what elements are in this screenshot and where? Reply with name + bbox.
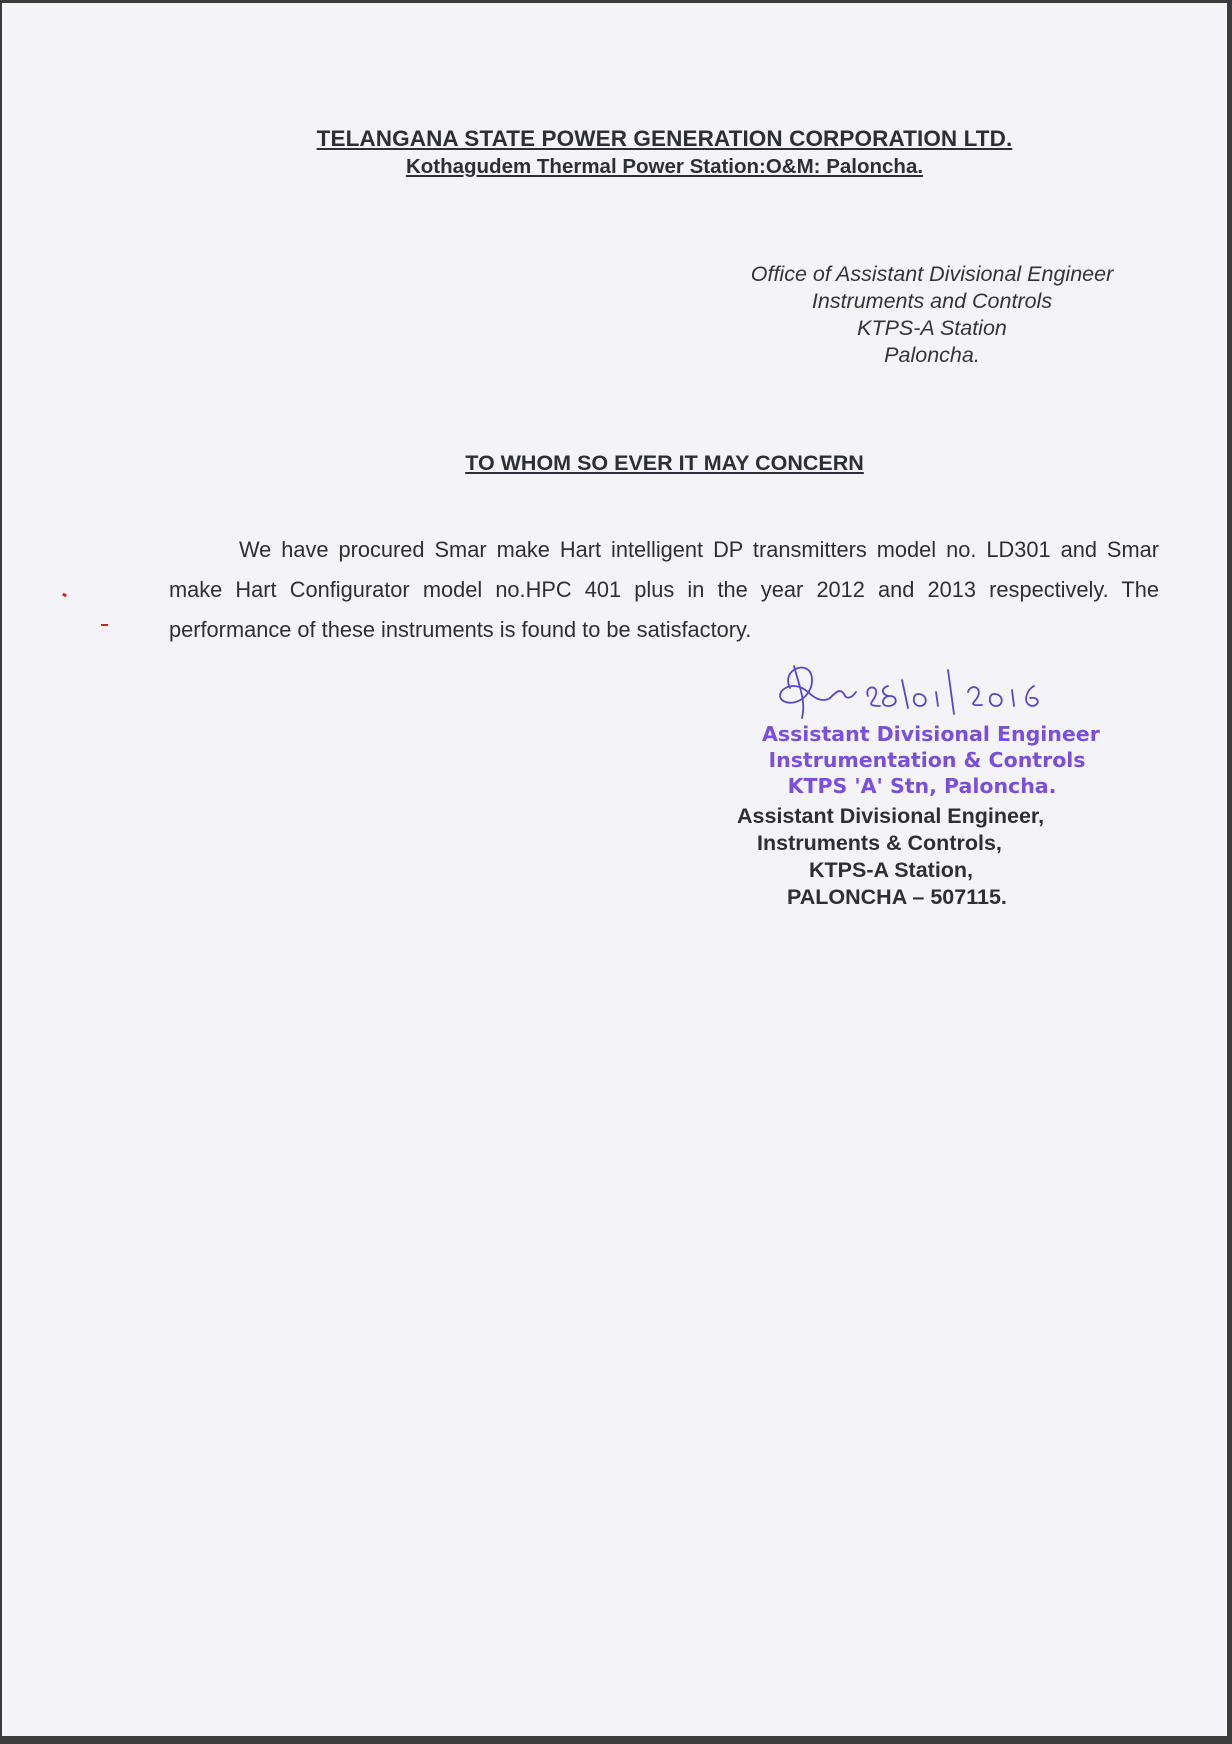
letter-body [169,530,1159,650]
office-line: Instruments and Controls [811,289,1053,313]
organization-title: TELANGANA STATE POWER GENERATION CORPORATION LTD. [316,126,1013,151]
margin-mark [62,593,67,598]
document-page [2,3,1227,1736]
office-line: Office of Assistant Divisional Engineer [750,262,1114,286]
subject-heading: TO WHOM SO EVER IT MAY CONCERN [465,451,864,475]
station-subtitle: Kothagudem Thermal Power Station:O&M: Paloncha. [405,155,924,178]
signer-line: PALONCHA – 507115. [787,885,1007,909]
stamp-line: KTPS 'A' Stn, Paloncha. [787,774,1057,798]
signer-line: Assistant Divisional Engineer, [737,804,1045,828]
signer-block [737,803,1137,911]
official-stamp [742,721,1102,799]
stamp-line: Assistant Divisional Engineer [762,722,1100,746]
signer-line: KTPS-A Station, [809,858,974,882]
office-address-block [692,261,1172,369]
margin-mark [101,624,108,626]
signer-line: Instruments & Controls, [757,831,1002,855]
office-line: KTPS-A Station [857,316,1007,340]
office-line: Paloncha. [884,343,980,367]
stamp-line: Instrumentation & Controls [768,748,1086,772]
body-paragraph: We have procured Smar make Hart intelligent DP transmitters model no. LD301 and Smar make Hart Configurator model no.HPC 401 plus in the year 2012 and 2013 respectively. The performance of these instruments is found to be satisfactory. [169,537,1159,642]
